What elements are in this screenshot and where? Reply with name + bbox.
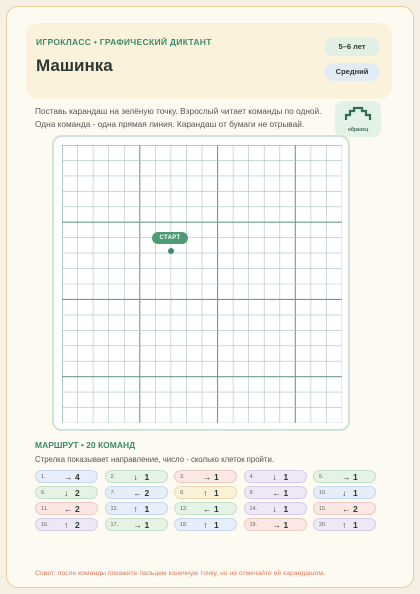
command-steps: 1: [353, 472, 358, 482]
sample-thumbnail: [335, 101, 381, 137]
command-number: 17.: [110, 522, 119, 528]
command-card: [35, 470, 98, 483]
start-label: СТАРТ: [152, 232, 188, 244]
command-number: 4.: [249, 474, 255, 480]
command-card: [174, 470, 237, 483]
direction-arrow-icon: ↑: [342, 520, 347, 530]
command-card: [174, 486, 237, 499]
command-number: 19.: [249, 522, 258, 528]
command-list: [35, 470, 380, 531]
command-steps: 2: [75, 520, 80, 530]
direction-arrow-icon: ↑: [64, 520, 69, 530]
command-steps: 1: [283, 472, 289, 482]
command-steps: 2: [75, 488, 80, 498]
command-number: 12.: [110, 506, 119, 512]
command-steps: 2: [353, 504, 358, 514]
direction-arrow-icon: →: [64, 472, 73, 482]
command-number: 7.: [110, 490, 116, 496]
command-card: [174, 502, 237, 515]
command-card: [313, 518, 376, 531]
command-steps: 1: [214, 488, 219, 498]
command-steps: 1: [353, 520, 358, 530]
command-card: [105, 518, 168, 531]
command-number: 8.: [180, 490, 185, 496]
command-number: 5.: [319, 474, 324, 480]
command-number: 1.: [41, 474, 46, 480]
direction-arrow-icon: →: [342, 472, 351, 482]
command-card: [105, 470, 168, 483]
command-card: [35, 502, 98, 515]
instruction-line-1: Поставь карандаш на зелёную точку. Взрослый читает команды по одной.: [35, 106, 322, 116]
direction-arrow-icon: →: [133, 520, 142, 530]
command-steps: 1: [214, 472, 219, 482]
tip-text: Совет: после команды покажите пальцем конечную точку, но не отмечайте её карандашом.: [35, 570, 325, 577]
direction-arrow-icon: ↑: [203, 488, 208, 498]
direction-arrow-icon: ↓: [272, 472, 277, 482]
command-number: 13.: [180, 506, 188, 512]
page-title: Машинка: [36, 56, 113, 75]
command-number: 2.: [110, 474, 116, 480]
drawing-grid-frame: [52, 135, 350, 431]
car-outline-icon: [344, 106, 372, 124]
command-card: [35, 486, 98, 499]
age-badge: 5–6 лет: [324, 38, 380, 56]
command-number: 18.: [180, 522, 188, 528]
command-number: 11.: [41, 506, 49, 512]
instructions: [35, 105, 335, 131]
command-number: 14.: [249, 506, 258, 512]
level-badge: Средний: [324, 63, 380, 81]
direction-arrow-icon: ←: [203, 504, 212, 514]
command-steps: 1: [144, 520, 150, 530]
command-number: 3.: [180, 474, 185, 480]
command-card: [244, 486, 307, 499]
route-subtitle: Стрелка показывает направление, число - сколько клеток пройти.: [35, 455, 274, 464]
command-steps: 1: [214, 520, 219, 530]
direction-arrow-icon: ↓: [342, 488, 347, 498]
command-card: [313, 486, 376, 499]
command-steps: 1: [144, 472, 150, 482]
direction-arrow-icon: →: [203, 472, 212, 482]
command-card: [313, 470, 376, 483]
command-steps: 2: [75, 504, 80, 514]
command-steps: 1: [283, 488, 289, 498]
command-number: 15.: [319, 506, 327, 512]
command-number: 6.: [41, 490, 46, 496]
direction-arrow-icon: ↓: [272, 504, 277, 514]
command-card: [244, 470, 307, 483]
start-dot: [168, 248, 174, 254]
command-number: 10.: [319, 490, 327, 496]
command-card: [35, 518, 98, 531]
direction-arrow-icon: ←: [133, 488, 142, 498]
header-card: [26, 23, 392, 99]
command-steps: 2: [144, 488, 150, 498]
direction-arrow-icon: →: [272, 520, 281, 530]
sample-label: образец: [347, 127, 369, 133]
direction-arrow-icon: ←: [272, 488, 281, 498]
command-number: 16.: [41, 522, 49, 528]
direction-arrow-icon: ←: [64, 504, 73, 514]
command-number: 9.: [249, 490, 255, 496]
command-card: [244, 502, 307, 515]
header-kicker: ИГРОКЛАСС • ГРАФИЧЕСКИЙ ДИКТАНТ: [36, 37, 212, 47]
command-card: [313, 502, 376, 515]
direction-arrow-icon: ↓: [64, 488, 69, 498]
direction-arrow-icon: ↓: [133, 472, 138, 482]
instruction-line-2: Одна команда - одна прямая линия. Карандаш от бумаги не отрывай.: [35, 119, 305, 129]
command-steps: 1: [353, 488, 358, 498]
drawing-grid: [62, 145, 342, 423]
route-title: МАРШРУТ • 20 КОМАНД: [35, 440, 136, 450]
command-steps: 4: [75, 472, 80, 482]
command-card: [244, 518, 307, 531]
command-steps: 1: [144, 504, 150, 514]
direction-arrow-icon: ↑: [133, 504, 138, 514]
direction-arrow-icon: ←: [342, 504, 351, 514]
command-number: 20.: [319, 522, 327, 528]
command-steps: 1: [214, 504, 219, 514]
command-steps: 1: [283, 504, 289, 514]
command-card: [105, 486, 168, 499]
direction-arrow-icon: ↑: [203, 520, 208, 530]
command-card: [174, 518, 237, 531]
command-steps: 1: [283, 520, 289, 530]
command-card: [105, 502, 168, 515]
